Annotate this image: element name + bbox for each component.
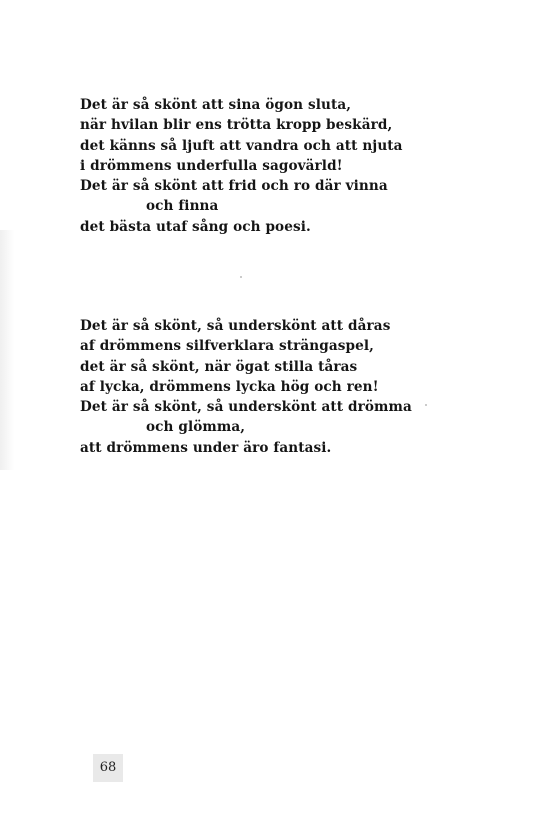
verse-line: det bästa utaf sång och poesi. (80, 218, 311, 235)
verse-line: att drömmens under äro fantasi. (80, 439, 332, 456)
verse-line: Det är så skönt att sina ögon sluta, (80, 97, 352, 113)
verse-line-indented: och finna (146, 198, 219, 215)
verse-line: i drömmens underfulla sagovärld! (80, 157, 343, 174)
stanza-1 (80, 95, 480, 237)
paper-speck (240, 276, 242, 278)
verse-line: af lycka, drömmens lycka hög och ren! (80, 378, 379, 395)
stanza-2 (80, 316, 480, 458)
verse-line: det är så skönt, när ögat stilla tåras (80, 358, 358, 375)
verse-line: Det är så skönt att frid och ro där vinna (80, 178, 388, 195)
verse-line-indented: och glömma, (146, 419, 246, 436)
paper-speck (425, 404, 427, 406)
verse-line: Det är så skönt, så underskönt att dåras (80, 318, 391, 334)
verse-line: det känns så ljuft att vandra och att njuta (80, 137, 403, 154)
page-edge-shadow (0, 230, 14, 470)
verse-line: af drömmens silfverklara strängaspel, (80, 338, 374, 355)
verse-line: när hvilan blir ens trötta kropp beskärd, (80, 117, 393, 134)
verse-line: Det är så skönt, så underskönt att drömma (80, 399, 412, 416)
page-number: 68 (93, 754, 123, 782)
